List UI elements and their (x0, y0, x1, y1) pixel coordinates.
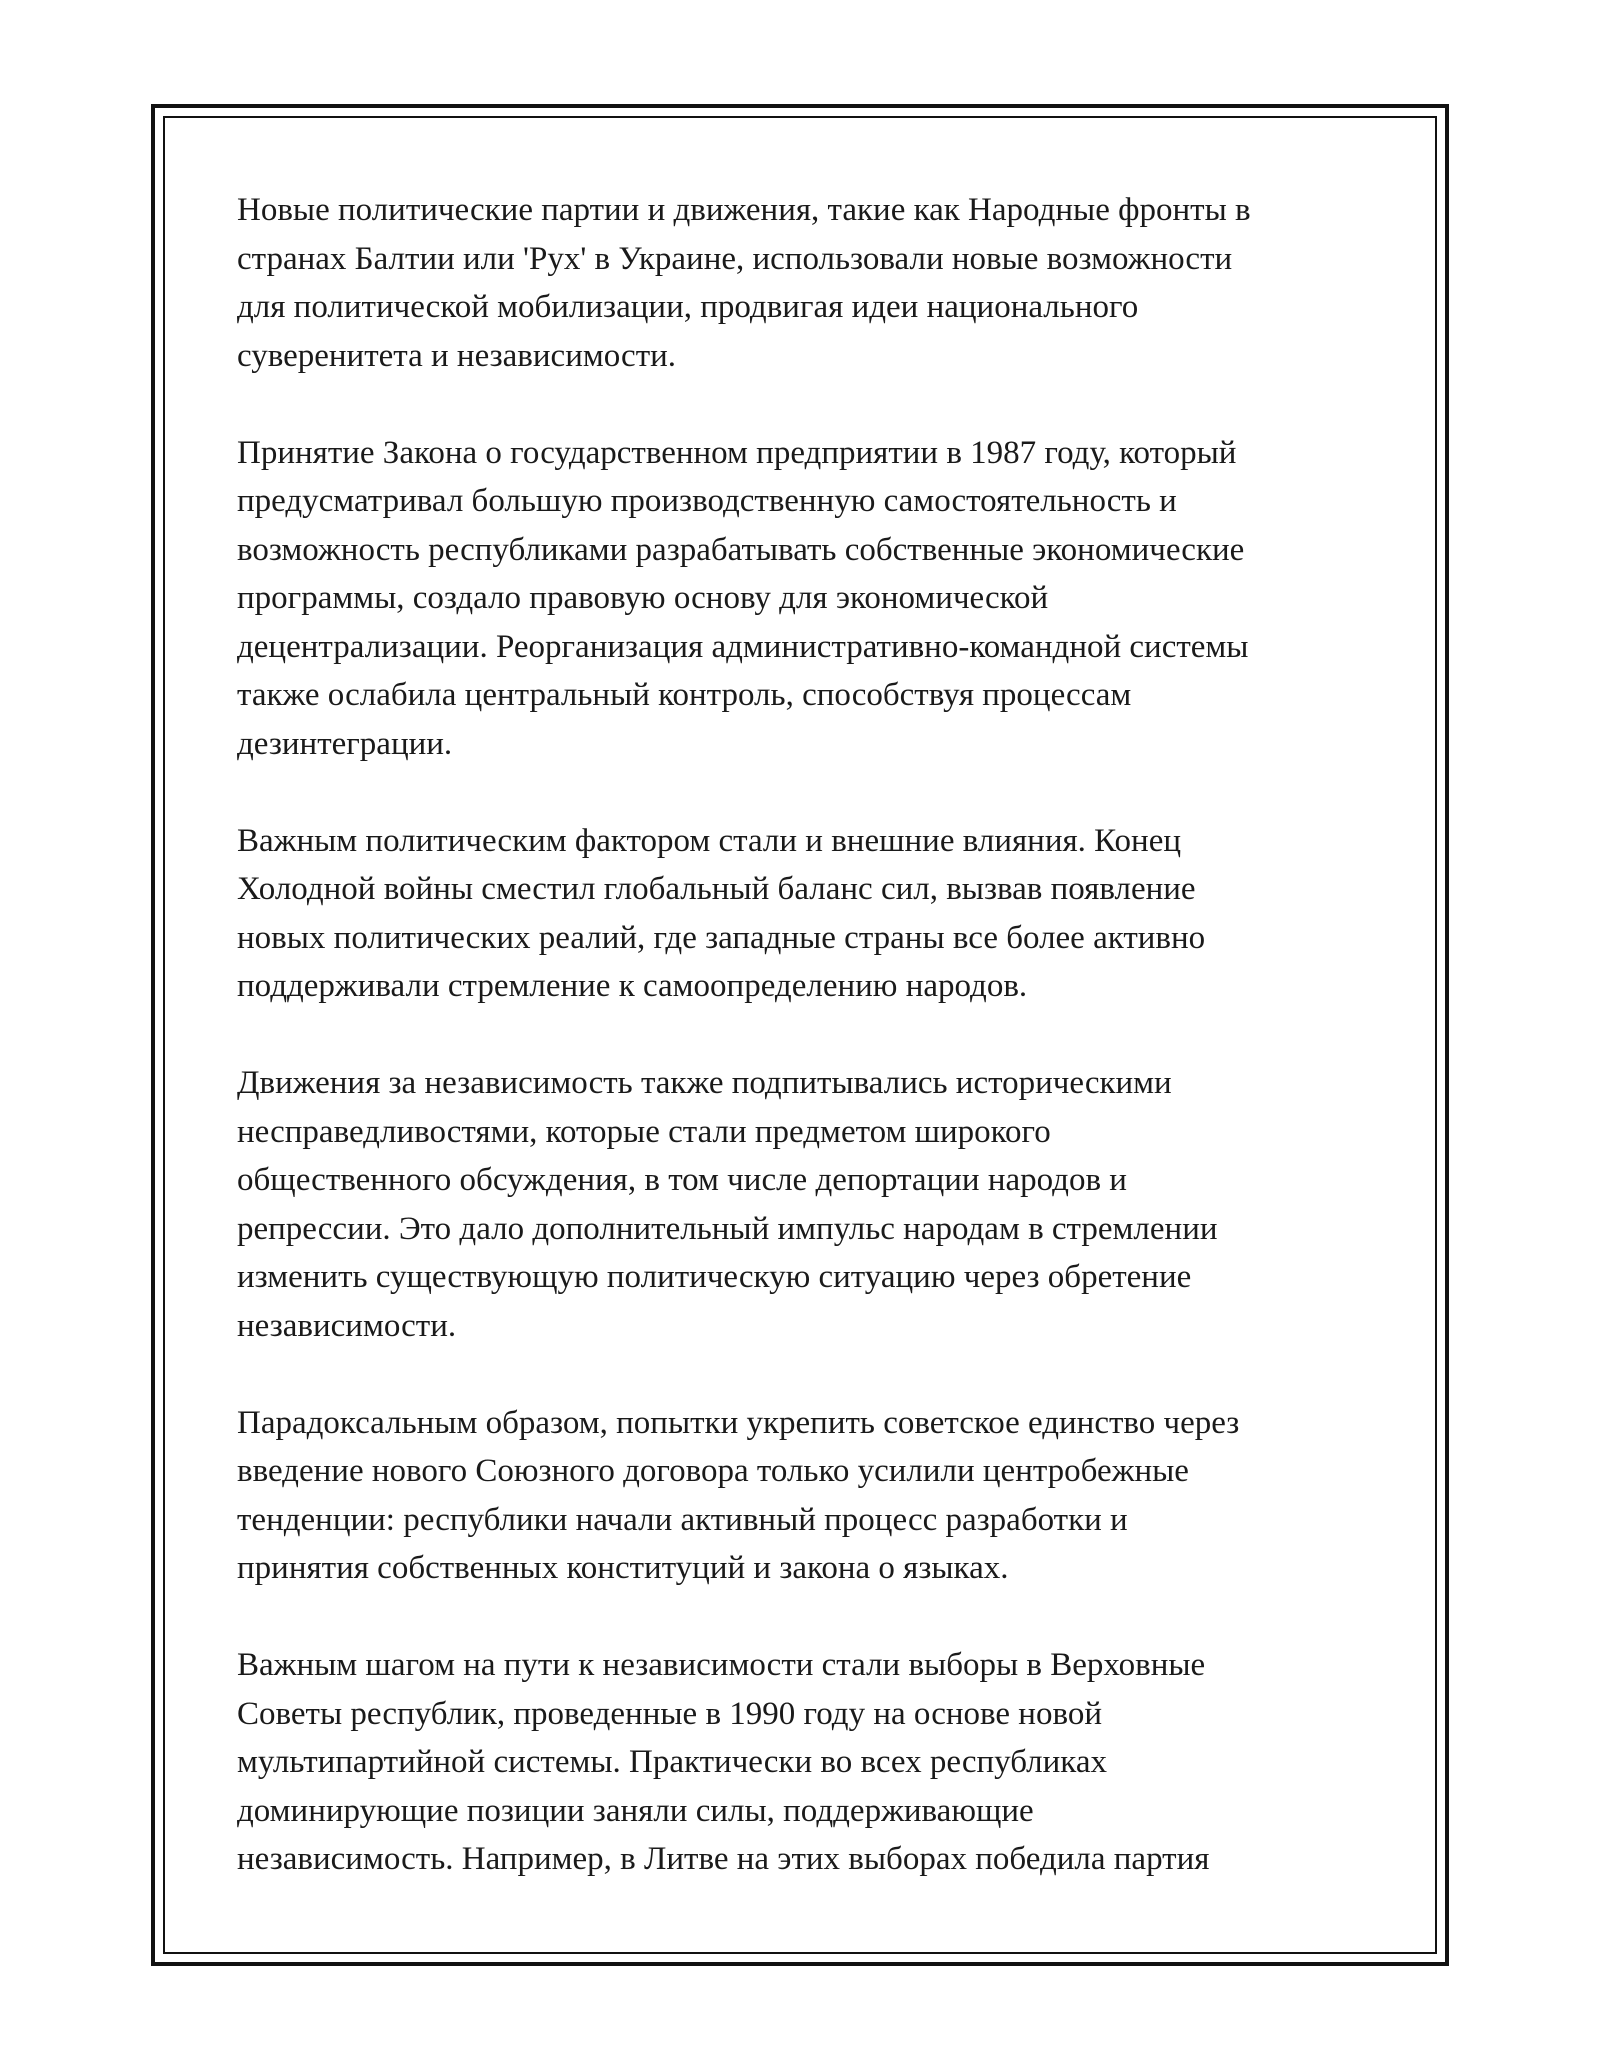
document-body (237, 186, 1397, 1884)
paragraph-political-movements: Новые политические партии и движения, такие как Народные фронты в странах Балтии или 'Рух' в Украине, использовали новые возможности для политической мобилизации, продвигая идеи национального суверенитета и независимости. (237, 192, 1251, 374)
paragraph-union-treaty: Парадоксальным образом, попытки укрепить советское единство через введение нового Союзного договора только усилили центробежные тенденции: республики начали активный процесс разработки и принятия собственных конституций и закона о языках. (237, 1404, 1240, 1586)
paragraph-historical-injustices: Движения за независимость также подпитывались историческими несправедливостями, которые стали предметом широкого общественного обсуждения, в том числе депортации народов и репрессии. Это дало дополнительный импульс народам в стремлении изменить существующую политическую ситуацию через обретение независимости. (237, 1065, 1218, 1344)
paragraph-1990-elections: Важным шагом на пути к независимости стали выборы в Верховные Советы республик, проведенные в 1990 году на основе новой мультипартийной системы. Практически во всех республиках доминирующие позиции заняли силы, поддерживающие независимость. Например, в Литве на этих выборах победила партия (237, 1647, 1210, 1877)
paragraph-external-influences: Важным политическим фактором стали и внешние влияния. Конец Холодной войны сместил глобальный баланс сил, вызвав появление новых политических реалий, где западные страны все более активно поддерживали стремление к самоопределению народов. (237, 822, 1206, 1004)
paragraph-enterprise-law: Принятие Закона о государственном предприятии в 1987 году, который предусматривал большую производственную самостоятельность и возможность республиками разрабатывать собственные экономические программы, создало правовую основу для экономической децентрализации. Реорганизация административно-командной системы также ослабила центральный контроль, способствуя процессам дезинтеграции. (237, 434, 1249, 762)
